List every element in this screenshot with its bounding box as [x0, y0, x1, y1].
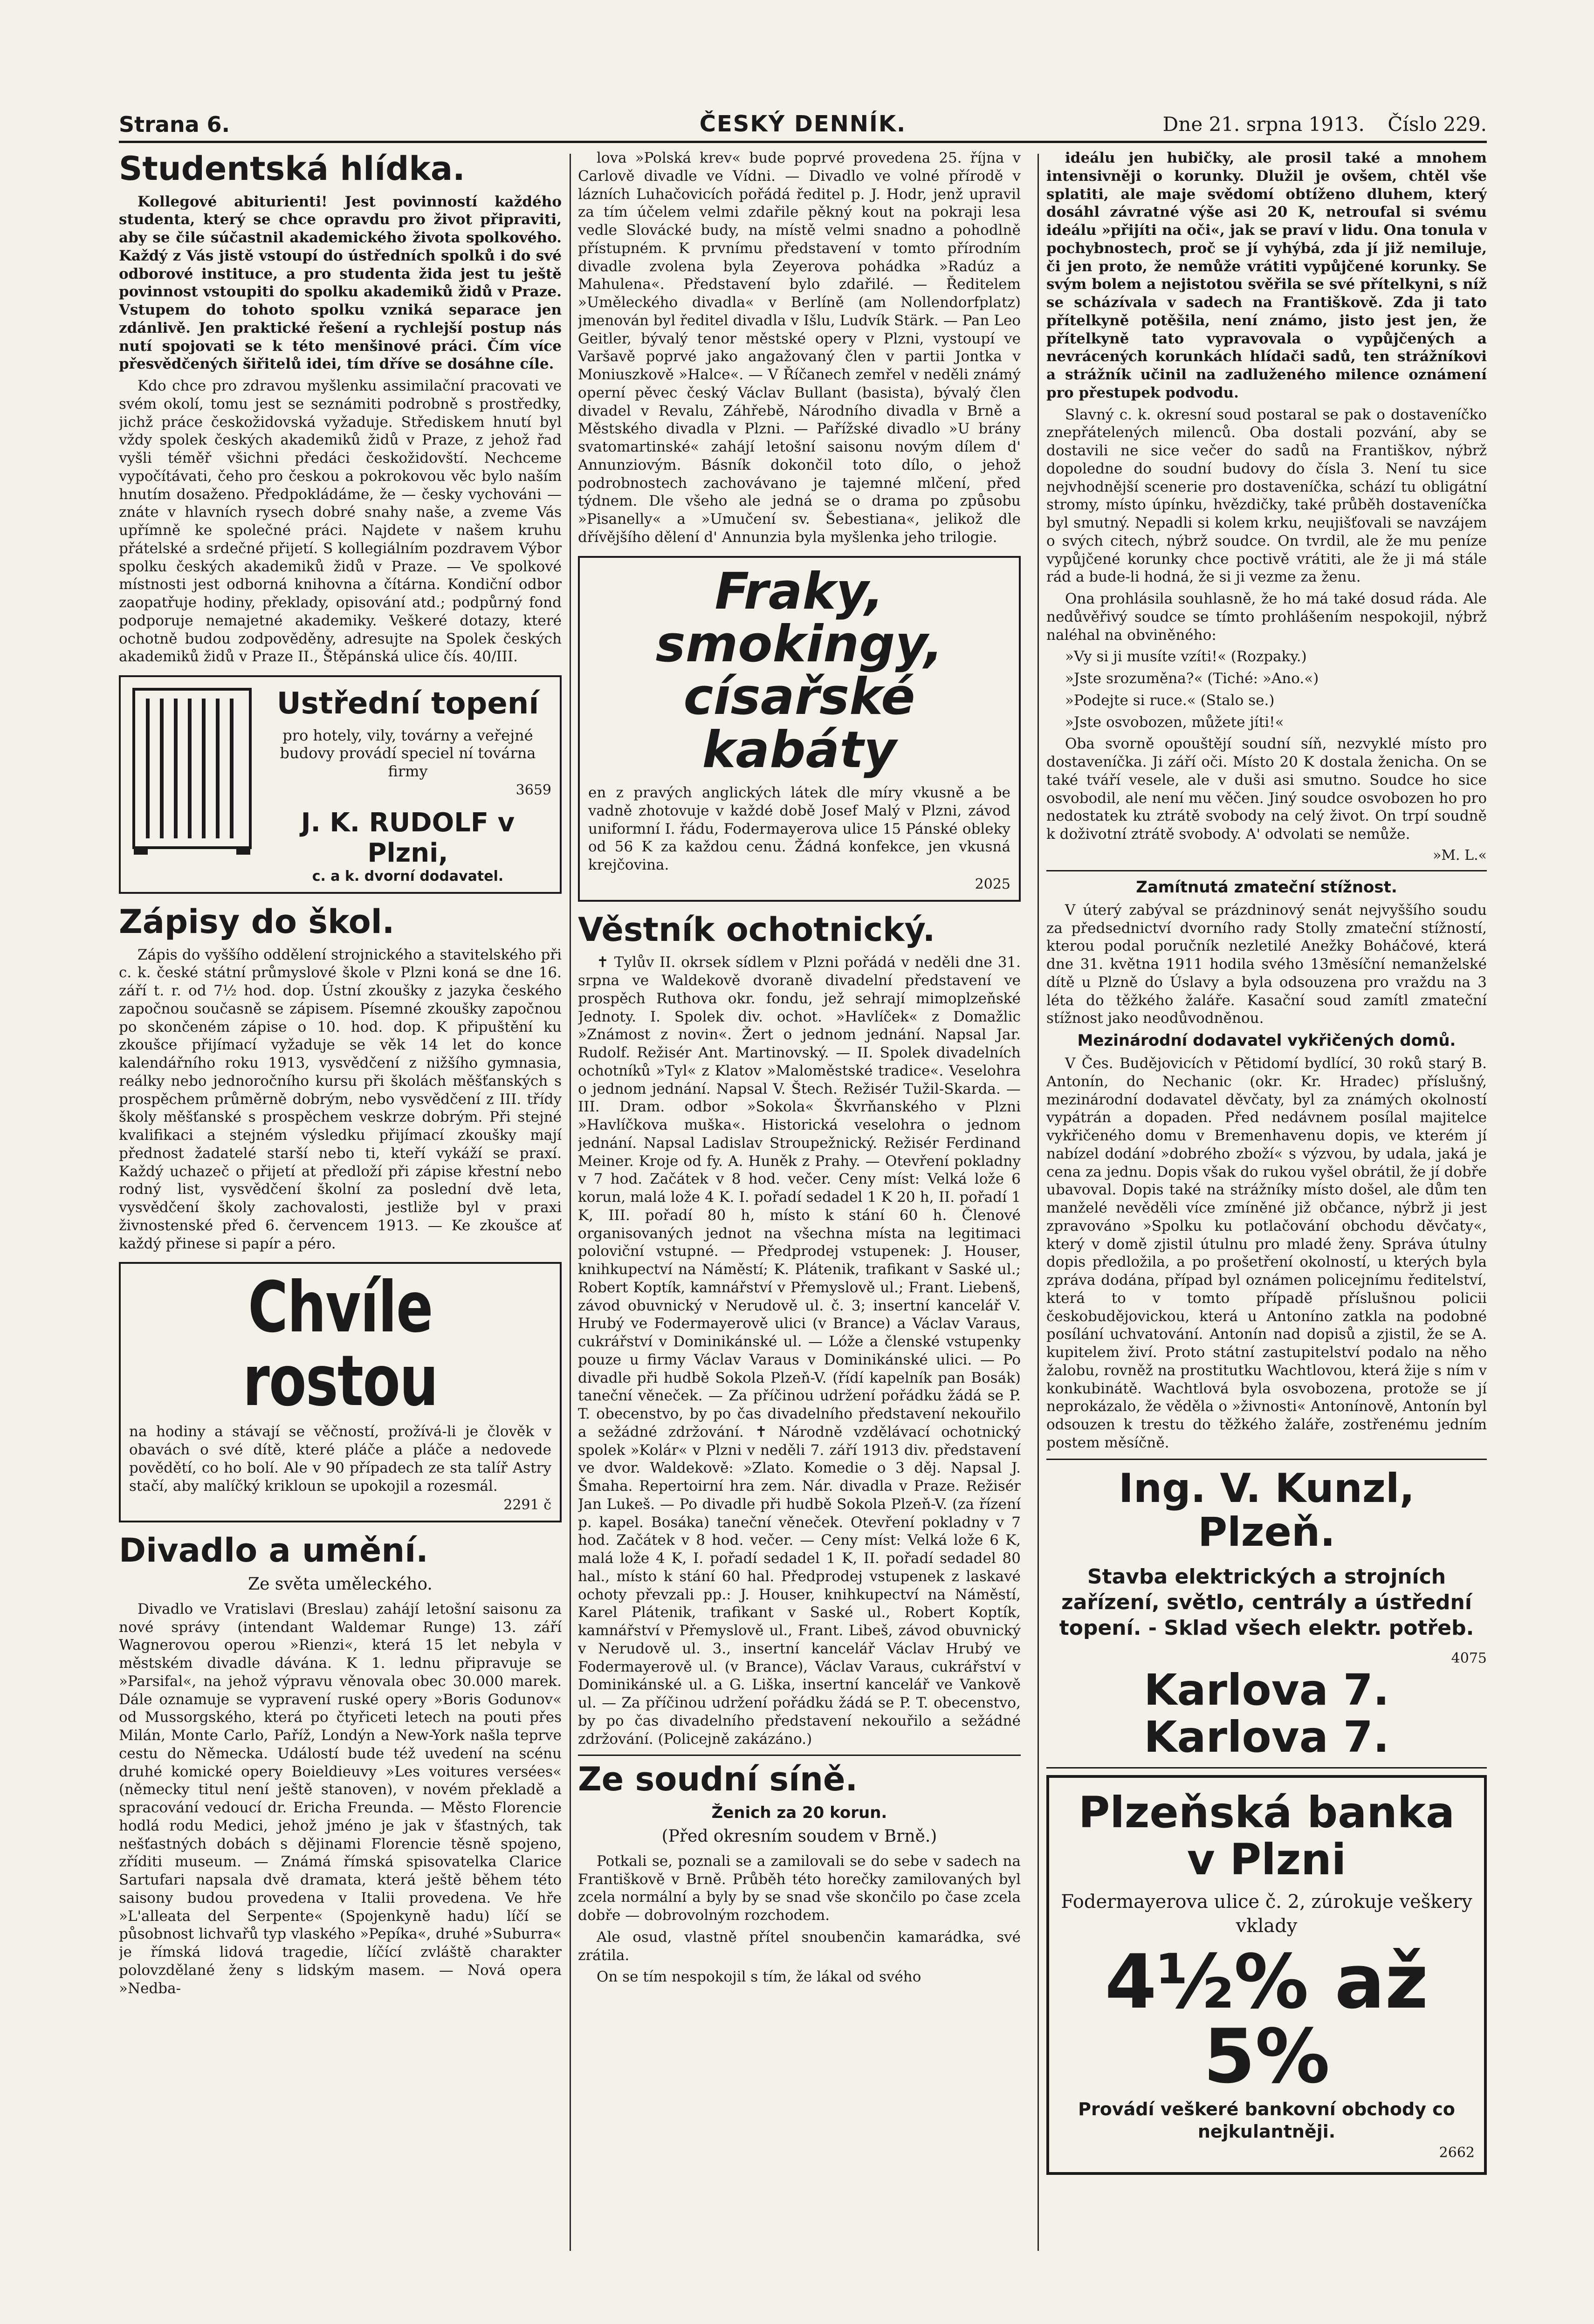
ad-firm: J. K. RUDOLF v Plzni,: [301, 808, 515, 869]
section-title: Zápisy do škol.: [119, 903, 395, 941]
ad-title: Ustřední topení: [276, 686, 539, 721]
ad-text: Stavba elektrických a strojních zařízení, světlo, centrály a ústřední topení. - Sklad všech elektr. potřeb.: [1059, 1564, 1474, 1640]
page-header: [119, 108, 1487, 143]
column-3: [1046, 149, 1487, 2255]
article-paragraph: Ona prohlásila souhlasně, že ho má také dosud ráda. Ale nedůvěřivý soudce se tímto prohlášením nespokojil, nýbrž naléhal na obviněného:: [1046, 590, 1487, 644]
dialogue-line: »Podejte si ruce.« (Stalo se.): [1065, 692, 1275, 709]
column-divider: [1037, 154, 1039, 2251]
issue-info: [1146, 113, 1487, 136]
ad-address: Karlova 7. Karlova 7.: [1144, 1665, 1389, 1762]
ad-text: en z pravých anglických látek dle míry vkusně a be vadně zhotovuje v každé době Josef Malý v Plzni, závod uniformní I. řádu, Fodermayerova ulice 15 Pánské obleky od 56 K za každou cenu. Žádná konfekce, jen vkusná krejčovina.: [588, 784, 1010, 874]
section-subtitle: Ženich za 20 korun.: [711, 1803, 887, 1822]
ad-code: 4075: [1451, 1650, 1487, 1666]
page-number: Strana 6.: [119, 112, 230, 137]
ad-plzenska-banka: [1046, 1775, 1487, 2175]
ad-code: 2662: [1439, 2145, 1475, 2161]
ad-ustredni-topeni: [119, 675, 562, 894]
ad-code: 2291 č: [503, 1497, 551, 1514]
article-paragraph: V úterý zabýval se prázdninový senát nejvyššího soudu za předsednictví dvorního rady Stolly zmateční stížností, kterou podal poručník nezletilé Anežky Boháčové, která dne 31. května 1911 hodila svého 13měsíční nemanželské dítě u Plzně do Úslavy a byla odsouzena pro vraždu na 3 léta do těžkého žaláře. Kasační soud zamítl zmateční stížnost jako neodůvodněnou.: [1046, 901, 1487, 1027]
article-paragraph: Slavný c. k. okresní soud postaral se pak o dostaveníčko znepřátelených milenců. Oba dostali pozvání, aby se dostavili ne sice večer do sadů na Františkov, nýbrž dopoledne do soudní budovy do čísla 3. Není tu sice nejvhodnější scenerie pro dostaveníčka, schází tu obligátní stromy, místo úpínku, hvězdičky, také průběh dostaveníčka byl smutný. Nepadli si kolem krku, neujišťovali se navzájem o svých citech, nýbrž soudce. On tvrdil, ale že mu peníze vypůjčené korunky chce poctivě vrátiti, ale že ji má stále rád a bude-li hodná, že si ji vezme za ženu.: [1046, 406, 1487, 586]
section-title: Zamítnutá zmateční stížnost.: [1136, 877, 1397, 897]
ad-title: Chvíle rostou: [243, 1267, 438, 1422]
article-paragraph: Kollegové abiturienti! Jest povinností každého studenta, který se chce opravdu pro život připraviti, aby se čile súčastnil akademického života spolkového. Každý z Vás jistě vstoupí do ústředních spolků i do své odborové instituce, a pro studenta žida jest tu ještě povinnost vstoupiti do spolku akademiků židů v Praze. Vstupem do tohoto spolku vzniká separace jen zdánlivě. Jen praktické řešení a rychlejší postup nás nutí spojovati se k této menšinové práci. Čím více přesvědčených šiřitelů idei, tím dříve se dosáhne cíle.: [119, 193, 562, 373]
article-soud-continued: [1046, 149, 1487, 864]
issue-date: Dne 21. srpna 1913.: [1162, 113, 1365, 136]
section-title: Ze soudní síně.: [578, 1760, 858, 1799]
dialogue-line: »Jste srozuměna?« (Tiché: »Ano.«): [1065, 670, 1319, 687]
ad-address: Fodermayerova ulice č. 2, zúrokuje veškery vklady: [1061, 1891, 1472, 1937]
ad-text-block: [264, 685, 551, 884]
ad-code: 2025: [975, 876, 1010, 892]
section-subtitle: Ze světa uměleckého.: [248, 1574, 433, 1594]
article-source: (Před okresním soudem v Brně.): [661, 1826, 937, 1846]
ad-code: 3659: [515, 782, 551, 799]
interest-rate: 4½% až 5%: [1105, 1938, 1429, 2100]
ad-chvile-rostou: [119, 1262, 562, 1522]
divider: [578, 1755, 1021, 1756]
ad-firm-sub: c. a k. dvorní dodavatel.: [312, 868, 504, 885]
ad-title: Ing. V. Kunzl, Plzeň.: [1118, 1465, 1415, 1556]
issue-number: Číslo 229.: [1388, 113, 1487, 136]
section-title: Mezinárodní dodavatel vykřičených domů.: [1077, 1031, 1456, 1050]
newspaper-title: ČESKÝ DENNÍK.: [699, 111, 907, 137]
article-paragraph: Oba svorně opouštějí soudní síň, nezvyklé místo pro dostaveníčka. Ji září oči. Místo 20 K dostala ženicha. On se také tváří vesele, ale v duši asi smutno. Soudce ho sice osvobodil, ale není mu věčen. Jiný soudce osvobozen ho pro nedostatek ku ztrátě svobody na celý život. On trpí soudně k doživotní ztrátě svobody. A' odvolati se nemůže.: [1046, 735, 1487, 843]
article-studentska: [119, 152, 562, 666]
divider: [1046, 1767, 1487, 1769]
article-soud: [578, 1762, 1021, 1986]
article-paragraph: V Čes. Budějovicích v Pětidomí bydlící, 30 roků starý B. Antonín, do Nechanic (okr. Kr. Hradec) příslušný, mezinárodní dodavatel děvčaty, byl za známých okolností vypátrán a dopaden. Před nedávnem posílal majitelce vykřičeného domu v Bremenhavenu dopis, ve kterém jí nabízel dodání »dobrého zboží« s výzvou, by udala, jaká je cena za jednu. Dopis však do rukou vyšel obrátil, že jí dobře ubavoval. Dopis také na strážníky místo došel, ale dům ten manželé nevěděli více zmíněné již občance, nýbrž ji jest zpravováno »Spolku ku potlačování obchodu děvčaty«, který v domě zjistil útulnu pro mladé ženy. Správa útulny dopis předložila, a po prošetření okolností, u kterých byla zpráva dodána, případ byl oznámen policejnímu ředitelství, která to v tomto případě příslušnou policii českobudějovickou, která u Antoníno zatkla na podobné posílání uchvatování. Antonín nad dopisů a zjistil, že se A. kupitelem živí. Proto státní zastupitelství podalo na něho žalobu, rovněž na prostitutku Wachtlovou, která žije s ním v konkubinátě. Wachtlová byla osvobozena, protože se jí neprokázalo, že věděla o »živnosti« Antonínově, Antonín byl odsouzen k trestu do těžkého žaláře, zostřenému jedním postem měsíčně.: [1046, 1055, 1487, 1451]
article-stiznost: [1046, 878, 1487, 1028]
article-paragraph: lova »Polská krev« bude poprvé provedena 25. října v Carlově divadle ve Vídni. — Divadlo ve volné přírodě v lázních Luhačovicích pořádá ředitel p. J. Hodr, jenž upravil za tím účelem velmi zdařile pěkný kout na pokraji lesa vedle Slovácké budy, na místě velmi snadno a pohodlně přístupném. K prvnímu představení v tomto přírodním divadle zvolena byla Zeyerova pohádka »Radúz a Mahulena«. Představení bylo zdařilé. — Ředitelem »Uměleckého divadla« v Berlíně (am Nollendorfplatz) jmenován byl ředitel divadla v Išlu, Ludvík Stärk. — Pan Leo Geitler, bývalý tenor městské opery v Plzni, vystoupí ve Varšavě poprvé jako angažovaný člen v partii Jontka v Moniuszkově »Halce«. — V Říčanech zemřel v neděli známý operní pěvec český Václav Bullant (basista), bývalý člen divadel v Revalu, Záhřebě, Národního divadla v Brně a Městského divadla v Plzni. — Pařížské divadlo »U brány svatomartinské« zahájí letošní saisonu novým dílem d' Annunziovým. Básník dokončil toto dílo, o jehož podrobnostech zachovávano je tajemné mlčení, před týdnem. Dle všeho ale jedná se o drama po způsobu »Pisanelly« a »Umučení sv. Šebestiana«, jelikož dle dřívějšího dělení d' Annunzia byla myšlenka jeho trilogie.: [578, 150, 1021, 546]
article-vykticenych: [1046, 1031, 1487, 1452]
ad-text: Provádí veškeré bankovní obchody co nejkulantněji.: [1078, 2099, 1455, 2142]
article-vestnik: [578, 910, 1021, 1748]
divider: [1046, 1459, 1487, 1460]
article-paragraph: ideálu jen hubičky, ale prosil také a mnohem intensivněji o korunky. Dlužil je ovšem, chtěl vše splatiti, ale maje svědomí obtíženo dluhem, který dosáhl závratné výše asi 20 K, netroufal si svému ideálu »přijíti na oči«, jak se praví v lidu. Ona tonula v pochybnostech, proč se jí vyhýbá, zda jí již nemiluje, či jen proto, že nemůže vrátiti vypůjčené korunky. Se svým bolem a nejistotou svěřila se své přítelkyni, s níž se scházívala v sadech na Františkově. Zda ji tato přítelkyně potěšila, není známo, jisto jest jen, že přítelkyně tato vypravovala o vypůjčených a nevrácených korunkách hlídači sadů, ten strážníkovi a strážník učinil na zadluženého milence oznámení pro přestupek podvodu.: [1046, 150, 1487, 401]
dialogue-line: »Jste osvobozen, můžete jíti!«: [1065, 713, 1284, 731]
article-paragraph: Ale osud, vlastně přítel snoubenčin kamarádka, své zrátila.: [578, 1928, 1021, 1964]
article-paragraph: Potkali se, poznali se a zamilovali se do sebe v sadech na Františkově v Brně. Průběh této horečky zamilovaných byl zcela normální a byly by se snad vše skončilo po čase zcela dobře — dobrovolným rozchodem.: [578, 1852, 1021, 1924]
article-paragraph: Kdo chce pro zdravou myšlenku assimilační pracovati ve svém okolí, tomu jest se seznámiti podrobně s prostředky, jichž práce českožidovská vyžaduje. Střediskem hnutí byl vždy spolek českých akademiků židů v Praze, z jehož řad vyšli téměř všichni předáci českožidovští. Nechceme vypočítávati, čeho pro českou a pokrokovou věc bylo naším hnutím dosaženo. Předpokládáme, že — česky vychováni — znáte v hlavních rysech dobré snahy naše, a zveme Vás upřímně ke společné práci. Najdete v našem kruhu přátelské a srdečné přijetí. S kollegiálním pozdravem Výbor spolku českých akademiků židů v Praze. — Ve spolkové místnosti jest odborná knihovna a čítárna. Kondiční odbor zaopatřuje hodiny, překlady, opisování atd.; podpůrný fond podporuje nemajetné akademiky. Veškeré dotazy, které ochotně budou zodpověděny, adresujte na Spolek českých akademiků židů v Praze II., Štěpánská ulice čís. 40/III.: [119, 377, 562, 665]
column-divider: [570, 154, 571, 2251]
column-2: [578, 149, 1021, 2255]
divider: [1046, 870, 1487, 871]
ad-title: Fraky, smokingy, císařské kabáty: [655, 562, 943, 779]
radiator-icon: [129, 685, 255, 857]
article-paragraph: ✝ Tylův II. okrsek sídlem v Plzni pořádá v neděli dne 31. srpna ve Waldekově dvoraně divadelní představení ve prospěch Ruthova okr. fondu, jež sehrají mimoplzeňské Jednoty. I. Spolek div. ochot. »Havlíček« z Domažlic »Známost z novin«. Žert o jednom jednání. Napsal Jar. Rudolf. Režisér Ant. Martinovský. — II. Spolek divadelních ochotníků »Tyl« z Klatov »Maloměstské tradice«. Veselohra o jednom jednání. Napsal V. Štech. Režisér Tužil-Skarda. — III. Dram. odbor »Sokola« Škvrňanského v Plzni »Havlíčkova muška«. Historická veselohra o jednom jednání. Napsal Ladislav Stroupežnický. Režisér Ferdinand Meiner. Kroje od fy. A. Huněk z Prahy. — Otevření pokladny v 7 hod. Začátek v 8 hod. večer. Ceny míst: Velká lože 6 korun, malá lože 4 K. I. pořadí sedadel 1 K 20 h, II. pořadí 1 K, III. pořadí 80 h, místo k stání 60 h. Členové organisovaných jednot na všechna místa na legitimaci poloviční vstupné. — Předprodej vstupenek: J. Houser, knihkupectví na Náměstí; K. Plátenik, trafikant v Saské ul.; Robert Koptík, kamnářství v Přemyslově ul.; Frant. Liebenš, závod obuvnický v Nerudově ul. č. 3; insertní kancelář V. Hrubý ve Fodermayerově ulici (v Brance) a Václav Varaus, cukrářství v Dominikánské ul. — Lóže a členské vstupenky pouze u firmy Václav Varaus v Dominikánské ulici. — Po divadle při hudbě Sokola Plzeň-V. (řídí kapelník pan Bosák) taneční věneček. — Za příčinou udržení pořádku žádá se P. T. obecenstvo, by po čas divadelního představení nekouřilo a sežádné zdržování. ✝ Národně vzdělávací ochotnický spolek »Kolár« v Plzni v neděli 7. září 1913 div. představení ve dvor. Waldekově: »Zlato. Komedie o 3 děj. Napsal J. Šmaha. Repertoirní hra zem. Nár. divadla v Praze. Režisér Jan Lukeš. — Po divadle při hudbě Sokola Plzeň-V. (za řízení p. kapel. Bosáka) taneční věneček. Otevření pokladny v 7 hod. Začátek v 8 hod. večer. — Ceny míst: Velká lože 6 K, malá lože 4 K, I. pořadí sedadel 1 K, II. pořadí sedadel 80 hal., místo k stání 60 hal. Předprodej vstupenek z laskavé ochoty převzali pp.: J. Houser, knihkupectví na Náměstí, Karel Plátenik, trafikant v Saské ul., Robert Koptík, kamnářství v Přemyslově ul., Frant. Libeš, závod obuvnický v Nerudově ul. 3., insertní kancelář Václav Hrubý ve Fodermayerově ul. (v Brance), Václav Varaus, cukrářství v Dominikánské ul. a G. Liška, insertní kancelář ve Vankově ul. — Za příčinou udržení pořádku žádá se P. T. obecenstvo, by po čas divadelního představení nekouřilo a sežádné zdržování. (Policejně zakázáno.): [578, 954, 1021, 1748]
article-paragraph: Zápis do vyššího oddělení strojnického a stavitelského při c. k. české státní průmyslové škole v Plzni koná se dne 16. září t. r. od 7½ hod. dop. Ústní zkoušky z jazyka českého započnou současně se zápisem. Písemné zkoušky započnou po skončeném zápise o 10. hod. dop. K připuštění ku zkoušce přijímací vyžaduje se věk 14 let do konce kalendářního roku 1913, vysvědčení z nižšího gymnasia, reálky nebo jednoročního kursu při školách měšťanských s prospěchem průměrně dobrým, nebo vysvědčení z III. třídy školy měšťanské s prospěchem veskrze dobrým. Při stejné kvalifikaci a stejném výsledku přijímací zkoušky mají přednost žadatelé starší nebo ti, kteří vykáží se praxí. Každý uchazeč o přijetí at předloží při zápise křestní nebo rodný list, vysvědčení školní za poslední dvě leta, vysvědčení školy zachovalosti, jestliže byl v praxi živnostenské před 6. červencem 1913. — Ke zkoušce ať každý přinese si papír a péro.: [119, 946, 562, 1252]
article-divadlo: [119, 1531, 562, 1997]
article-zapisy: [119, 905, 562, 1253]
section-title: Divadlo a umění.: [119, 1531, 428, 1570]
section-title: Studentská hlídka.: [119, 150, 465, 188]
article-paragraph: Divadlo ve Vratislavi (Breslau) zahájí letošní saisonu za nové správy (intendant Waldemar Runge) 13. září Wagnerovou operou »Rienzi«, která 15 let nebyla v městském divadle dávána. K 1. lednu připravuje se »Parsifal«, na jehož výpravu věnovala obec 30.000 marek. Dále oznamuje se vypravení ruské opery »Boris Godunov« od Mussorgského, která po čtyřiceti letech na pouti přes Milán, Monte Carlo, Paříž, Londýn a New-York našla teprve cestu do Německa. Událostí bude též uvedení na scénu druhé komické opery Boieldieuvy »Les voitures versées« (německy titul není ještě stanoven), v novém překladě a spracování vedoucí dr. Ericha Freunda. — Město Florencie hodlá rodu Medici, jehož jméno je jak v šťastných, tak nešťastných dobách s dějinami Florencie těsně spojeno, zříditi museum. — Známá římská spisovatelka Clarice Sartufari napsala dvě dramata, která ještě během této saisony budou provedena v Italii provedena. Ve hře »L'alleata del Serpente« (Spojenkyně hadu) líčí se působnost lichvařů typ vlaského »Pepíka«, druhé »Suburra« je římská lidová tragedie, líčící zvláště charakter polovzdělané ženy s lidským masem. — Nová opera »Nedba-: [119, 1600, 562, 1997]
section-title: Věstník ochotnický.: [578, 910, 935, 949]
ad-kunzl: [1046, 1467, 1487, 1761]
ad-body: [129, 685, 551, 884]
ad-text: pro hotely, vily, továrny a veřejné budovy provádí speciel ní továrna firmy: [280, 727, 536, 780]
column-1: [119, 149, 562, 2255]
article-paragraph: On se tím nespokojil s tím, že lákal od svého: [597, 1968, 921, 1986]
ad-text: na hodiny a stávají se věčností, prožívá-li je člověk v obavách o své dítě, které pláče a pláče a nedovede povědětí, co ho bolí. Ale v 90 případech ze sta talíř Astry stačí, aby malíčký krikloun se upokojil a rozesmál.: [129, 1423, 551, 1494]
ad-title: Plzeňská banka v Plzni: [1078, 1788, 1455, 1885]
ad-fraky: [578, 556, 1021, 902]
dialogue-line: »Vy si ji musíte vzíti!« (Rozpaky.): [1065, 648, 1307, 665]
author-signature: »M. L.«: [1433, 847, 1487, 864]
